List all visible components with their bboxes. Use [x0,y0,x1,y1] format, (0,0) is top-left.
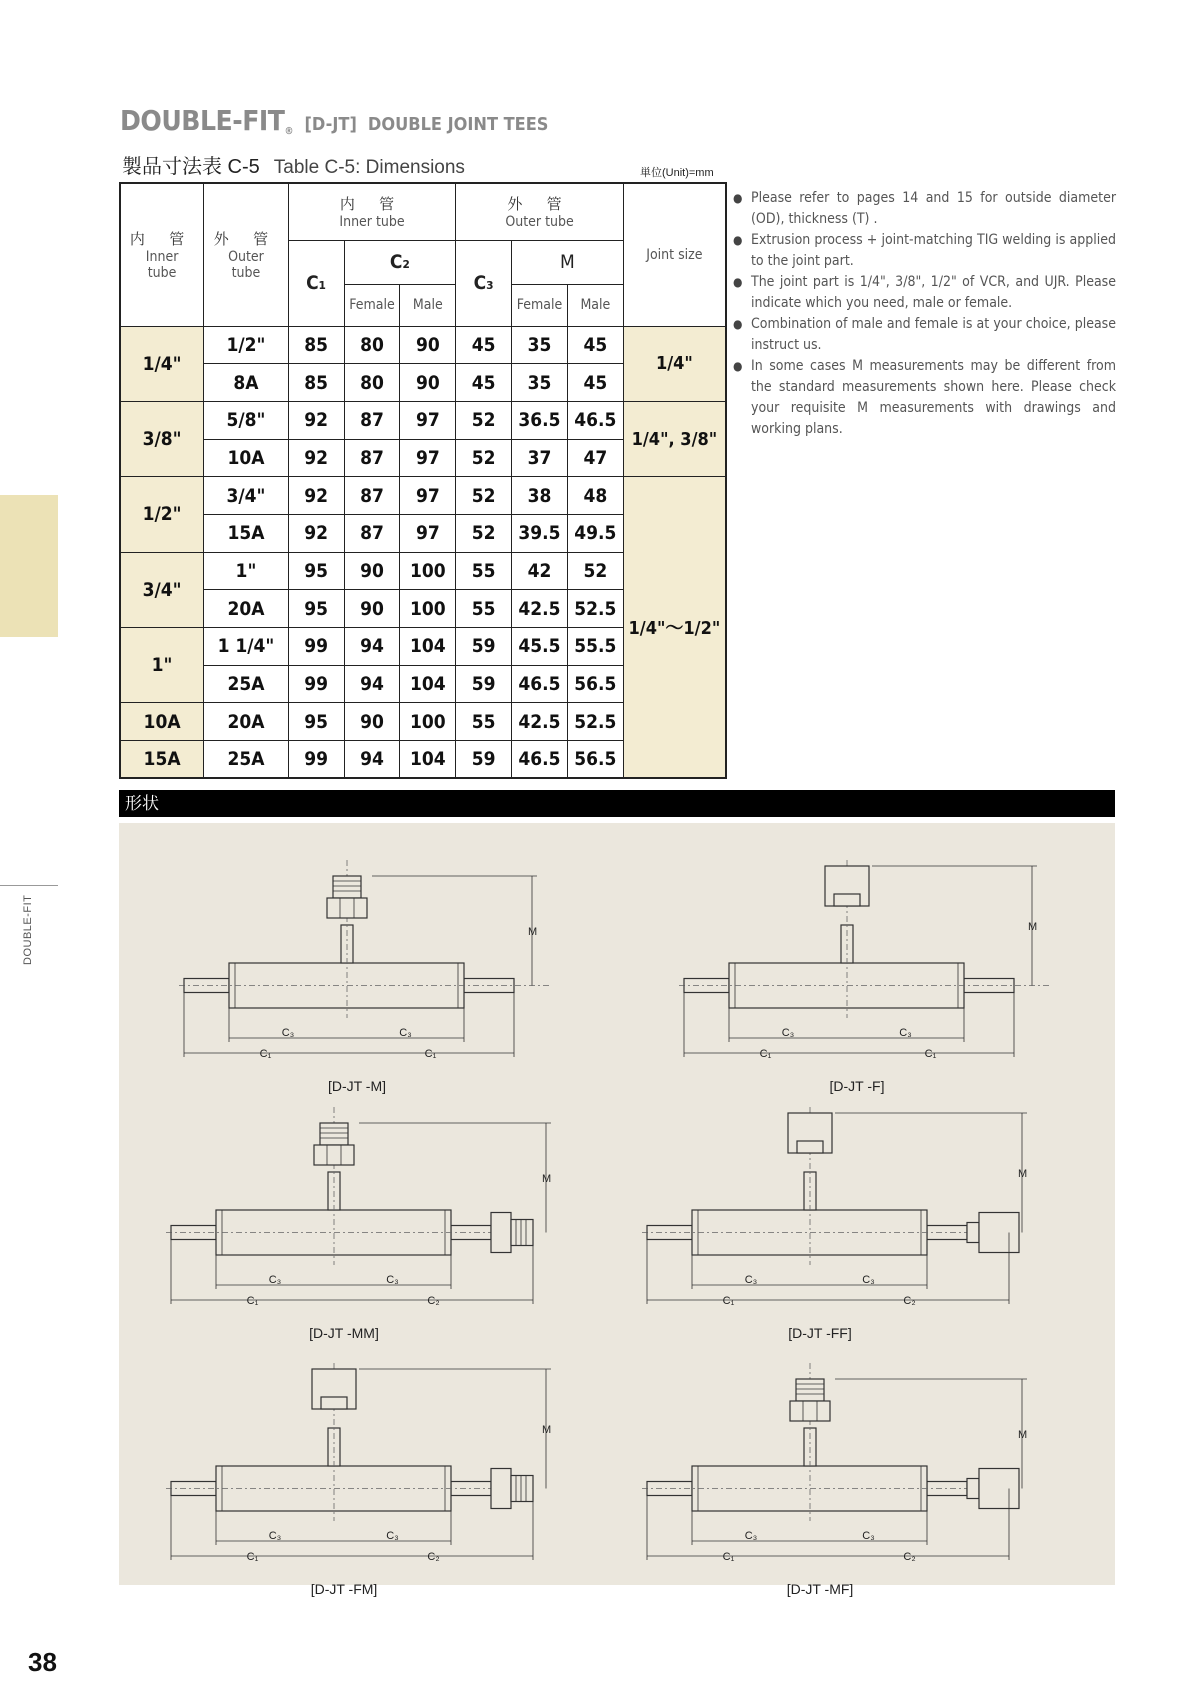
c1-cell: 99 [288,741,344,779]
c2-female-cell: 90 [344,703,400,741]
drawing-caption: [D-JT -MF] [786,1581,854,1597]
male-nut [333,876,361,898]
c2-male-cell: 90 [400,326,456,364]
dim-label-c3: C₃ [744,1530,758,1542]
outer-tube-cell: 1/2" [204,326,289,364]
c2-female-cell: 87 [344,514,400,552]
dim-label-c3: C₃ [862,1274,875,1286]
outer-tube-cell: 15A [204,514,289,552]
m-male-cell: 49.5 [567,514,623,552]
c2-female-cell: 94 [344,665,400,703]
m-female-cell: 46.5 [512,665,568,703]
c2-female-cell: 80 [344,364,400,402]
dim-label-c3: C₃ [781,1027,795,1039]
dim-label-c2: C₂ [427,1295,440,1307]
inner-tube-cell: 15A [120,741,204,779]
drawing-caption: [D-JT -F] [829,1078,885,1094]
dim-label-c3: C₃ [268,1530,282,1542]
male-nut [796,1379,824,1401]
header-inner: 内 管 Inner tube [120,183,204,326]
c3-cell: 45 [456,364,512,402]
c1-cell: 92 [288,514,344,552]
dim-label-c3: C₃ [268,1274,282,1286]
c2-female-cell: 90 [344,590,400,628]
outer-tube-cell: 8A [204,364,289,402]
dim-label-m: M [1028,920,1038,933]
dim-label-c1: C₁ [246,1551,259,1563]
outer-tube-cell: 1" [204,552,289,590]
tee-drawing [679,860,1049,1057]
note-item: ● Extrusion process + joint-matching TIG welding is applied to the joint part. [733,230,1116,272]
tee-drawing [642,1363,1027,1560]
c2-male-cell: 104 [400,628,456,666]
c2-female-cell: 80 [344,326,400,364]
female-body-right [979,1469,1019,1509]
tee-drawing [642,1107,1027,1304]
m-female-cell: 35 [512,364,568,402]
male-nut [320,1123,348,1145]
drawing-caption: [D-JT -FF] [788,1325,852,1341]
c1-cell: 92 [288,439,344,477]
m-female-cell: 42 [512,552,568,590]
c2-male-cell: 97 [400,439,456,477]
c2-male-cell: 97 [400,477,456,515]
dim-label-m: M [542,1172,552,1185]
c1-cell: 95 [288,590,344,628]
m-female-cell: 46.5 [512,741,568,779]
dim-label-c2: C₂ [903,1551,916,1563]
c2-male-cell: 104 [400,741,456,779]
hex-nut [314,1145,354,1165]
side-divider [0,885,58,886]
section-tab [0,495,58,637]
page-number: 38 [28,1647,57,1677]
hex-nut-right [491,1469,511,1509]
dim-label-c1: C₁ [424,1048,437,1060]
note-item: ● Combination of male and female is at your choice, please instruct us. [733,314,1116,356]
outer-tube-cell: 20A [204,703,289,741]
c2-female-cell: 90 [344,552,400,590]
tee-drawings-svg [119,823,1115,1597]
dim-label-c1: C₁ [759,1048,772,1060]
note-item: ● The joint part is 1/4", 3/8", 1/2" of VCR, and UJR. Please indicate which you need, male or female. [733,272,1116,314]
inner-tube-cell: 1/4" [120,326,204,401]
c1-cell: 92 [288,401,344,439]
m-female-cell: 37 [512,439,568,477]
c3-cell: 52 [456,401,512,439]
dim-label-c1: C₁ [924,1048,937,1060]
drawing-caption: [D-JT -FM] [310,1581,378,1597]
c2-female-cell: 94 [344,741,400,779]
c3-cell: 52 [456,477,512,515]
notes [733,188,1116,440]
header-m-female: Female [512,284,568,326]
male-nut-right [511,1476,533,1502]
brand-name: DOUBLE-FIT [120,104,285,137]
header-c3: C₃ [456,240,512,326]
inner-tube-cell: 3/8" [120,401,204,476]
female-body-right [979,1213,1019,1253]
m-female-cell: 39.5 [512,514,568,552]
tee-drawing [166,1363,551,1560]
note-item: ● Please refer to pages 14 and 15 for outside diameter (OD), thickness (T) . [733,188,1116,230]
outer-tube-cell: 20A [204,590,289,628]
dimensions-table [119,182,727,779]
outer-tube-cell: 5/8" [204,401,289,439]
hex-nut [790,1401,830,1421]
m-female-cell: 42.5 [512,590,568,628]
c3-cell: 55 [456,703,512,741]
inner-tube-cell: 3/4" [120,552,204,627]
inner-tube-cell: 1" [120,628,204,703]
dim-label-c3: C₃ [386,1274,399,1286]
product-code: [D-JT] [304,114,357,135]
dim-label-m: M [542,1423,552,1436]
joint-size-cell: 1/4" [623,326,726,401]
header-c2-female: Female [344,284,400,326]
header-inner-tube: 内 管 Inner tube [288,183,456,240]
c3-cell: 55 [456,552,512,590]
joint-size-cell: 1/4", 3/8" [623,401,726,476]
hex-nut [327,898,367,918]
outer-tube-cell: 25A [204,665,289,703]
side-label: DOUBLE-FIT [22,894,34,965]
male-nut-right [511,1220,533,1246]
header-c1: C₁ [288,240,344,326]
dim-label-c2: C₂ [903,1295,916,1307]
female-gland [834,894,860,906]
c2-male-cell: 104 [400,665,456,703]
table-row [120,401,726,439]
dim-label-m: M [1018,1428,1028,1441]
m-female-cell: 36.5 [512,401,568,439]
c1-cell: 99 [288,628,344,666]
dim-label-m: M [1018,1167,1028,1180]
product-name: DOUBLE JOINT TEES [367,114,549,135]
m-male-cell: 46.5 [567,401,623,439]
tee-drawing [179,860,549,1057]
table-row [120,326,726,364]
outer-tube-cell: 3/4" [204,477,289,515]
header-outer-tube: 外 管 Outer tube [456,183,624,240]
dim-label-c3: C₃ [281,1027,295,1039]
c3-cell: 59 [456,628,512,666]
m-male-cell: 52.5 [567,703,623,741]
header-outer: 外 管 Outer tube [204,183,289,326]
outer-tube-cell: 1 1/4" [204,628,289,666]
c3-cell: 45 [456,326,512,364]
joint-size-cell: 1/4"～1/2" [623,477,726,779]
m-female-cell: 45.5 [512,628,568,666]
table-title [122,150,465,179]
c2-male-cell: 97 [400,514,456,552]
dim-label-c3: C₃ [744,1274,758,1286]
m-male-cell: 56.5 [567,741,623,779]
m-female-cell: 35 [512,326,568,364]
c2-male-cell: 97 [400,401,456,439]
c2-male-cell: 100 [400,590,456,628]
m-female-cell: 42.5 [512,703,568,741]
c2-female-cell: 87 [344,401,400,439]
m-male-cell: 47 [567,439,623,477]
inner-tube-cell: 1/2" [120,477,204,552]
c2-female-cell: 87 [344,439,400,477]
table-title-en: Table C-5: Dimensions [273,157,465,178]
header-c2: C₂ [344,240,456,284]
drawing-caption: [D-JT -M] [327,1078,387,1094]
table-title-jp: 製品寸法表 C-5 [122,156,260,178]
female-gland [797,1141,823,1153]
header-m: M [512,240,624,284]
female-gland [321,1397,347,1409]
page-title [120,104,548,137]
female-gland-right [967,1479,979,1499]
m-male-cell: 52 [567,552,623,590]
note-item: ● In some cases M measurements may be different from the standard measurements shown here. Please check your requisite M measurements with drawings and working plans. [733,356,1116,440]
header-m-male: Male [567,284,623,326]
dim-label-c1: C₁ [246,1295,259,1307]
hex-nut-right [491,1213,511,1253]
c3-cell: 59 [456,665,512,703]
unit-note: 単位(Unit)=mm [640,167,714,179]
c2-female-cell: 87 [344,477,400,515]
dim-label-m: M [528,925,538,938]
dim-label-c1: C₁ [722,1295,735,1307]
c2-male-cell: 100 [400,552,456,590]
c1-cell: 99 [288,665,344,703]
dim-label-c3: C₃ [862,1530,875,1542]
tee-drawing [166,1107,551,1304]
c3-cell: 55 [456,590,512,628]
outer-tube-cell: 25A [204,741,289,779]
c2-male-cell: 100 [400,703,456,741]
outer-tube-cell: 10A [204,439,289,477]
dim-label-c1: C₁ [259,1048,272,1060]
m-female-cell: 38 [512,477,568,515]
shape-drawings [119,823,1115,1597]
c1-cell: 85 [288,326,344,364]
dim-label-c1: C₁ [722,1551,735,1563]
m-male-cell: 45 [567,326,623,364]
dim-label-c2: C₂ [427,1551,440,1563]
m-male-cell: 52.5 [567,590,623,628]
c3-cell: 52 [456,514,512,552]
table-body [120,326,726,778]
inner-tube-cell: 10A [120,703,204,741]
table-row [120,477,726,515]
dim-label-c3: C₃ [386,1530,399,1542]
m-male-cell: 45 [567,364,623,402]
c3-cell: 52 [456,439,512,477]
shape-section-header: 形状 [119,790,1115,817]
female-gland-right [967,1223,979,1243]
dim-label-c3: C₃ [399,1027,412,1039]
c3-cell: 59 [456,741,512,779]
c1-cell: 95 [288,552,344,590]
m-male-cell: 55.5 [567,628,623,666]
drawing-caption: [D-JT -MM] [309,1325,379,1341]
header-joint-size: Joint size [623,183,726,326]
m-male-cell: 48 [567,477,623,515]
c1-cell: 92 [288,477,344,515]
header-c2-male: Male [400,284,456,326]
c2-male-cell: 90 [400,364,456,402]
registered-mark: ® [284,126,294,138]
c1-cell: 85 [288,364,344,402]
c1-cell: 95 [288,703,344,741]
m-male-cell: 56.5 [567,665,623,703]
dim-label-c3: C₃ [899,1027,912,1039]
c2-female-cell: 94 [344,628,400,666]
